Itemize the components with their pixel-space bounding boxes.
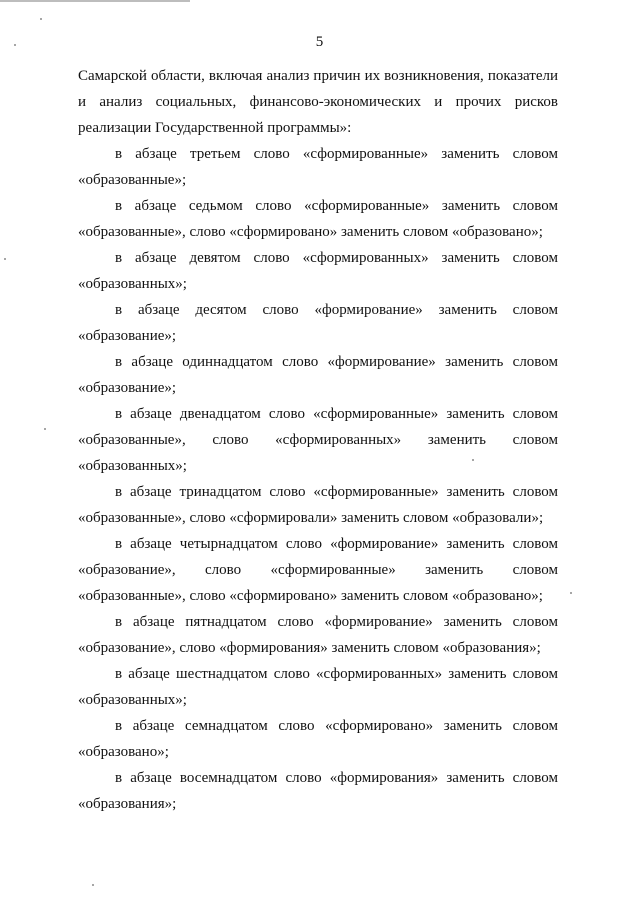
scan-artifact-dot xyxy=(40,18,42,20)
paragraph: в абзаце пятнадцатом слово «формирование» заменить словом «образование», слово «формирования» заменить словом «образования»; xyxy=(78,614,558,656)
paragraph: в абзаце десятом слово «формирование» заменить словом «образование»; xyxy=(78,302,558,344)
paragraph: в абзаце восемнадцатом слово «формирования» заменить словом «образования»; xyxy=(78,770,558,812)
document-body xyxy=(78,63,558,817)
scan-artifact-dot xyxy=(4,258,6,260)
scan-artifact-dot xyxy=(570,592,572,594)
paragraph: Самарской области, включая анализ причин их возникновения, показатели и анализ социальных, финансово-экономических и прочих рисков реализации Государственной программы»: xyxy=(78,68,558,136)
scan-artifact-dot xyxy=(44,428,46,430)
paragraph: в абзаце одиннадцатом слово «формирование» заменить словом «образование»; xyxy=(78,354,558,396)
paragraph: в абзаце третьем слово «сформированные» заменить словом «образованные»; xyxy=(78,146,558,188)
paragraph: в абзаце девятом слово «сформированных» заменить словом «образованных»; xyxy=(78,250,558,292)
paragraph: в абзаце тринадцатом слово «сформированные» заменить словом «образованные», слово «сформировали» заменить словом «образовали»; xyxy=(78,484,558,526)
paragraph: в абзаце двенадцатом слово «сформированные» заменить словом «образованные», слово «сформированных» заменить словом «образованных»; xyxy=(78,406,558,474)
paragraph: в абзаце седьмом слово «сформированные» заменить словом «образованные», слово «сформировано» заменить словом «образовано»; xyxy=(78,198,558,240)
paragraph: в абзаце семнадцатом слово «сформировано» заменить словом «образовано»; xyxy=(78,718,558,760)
paragraph: в абзаце четырнадцатом слово «формирование» заменить словом «образование», слово «сформированные» заменить словом «образованные», слово «сформировано» заменить словом «образовано»; xyxy=(78,536,558,604)
paragraph: в абзаце шестнадцатом слово «сформированных» заменить словом «образованных»; xyxy=(78,666,558,708)
scan-artifact-dot xyxy=(92,884,94,886)
page-number: 5 xyxy=(315,34,324,50)
scan-top-rule xyxy=(0,0,190,2)
